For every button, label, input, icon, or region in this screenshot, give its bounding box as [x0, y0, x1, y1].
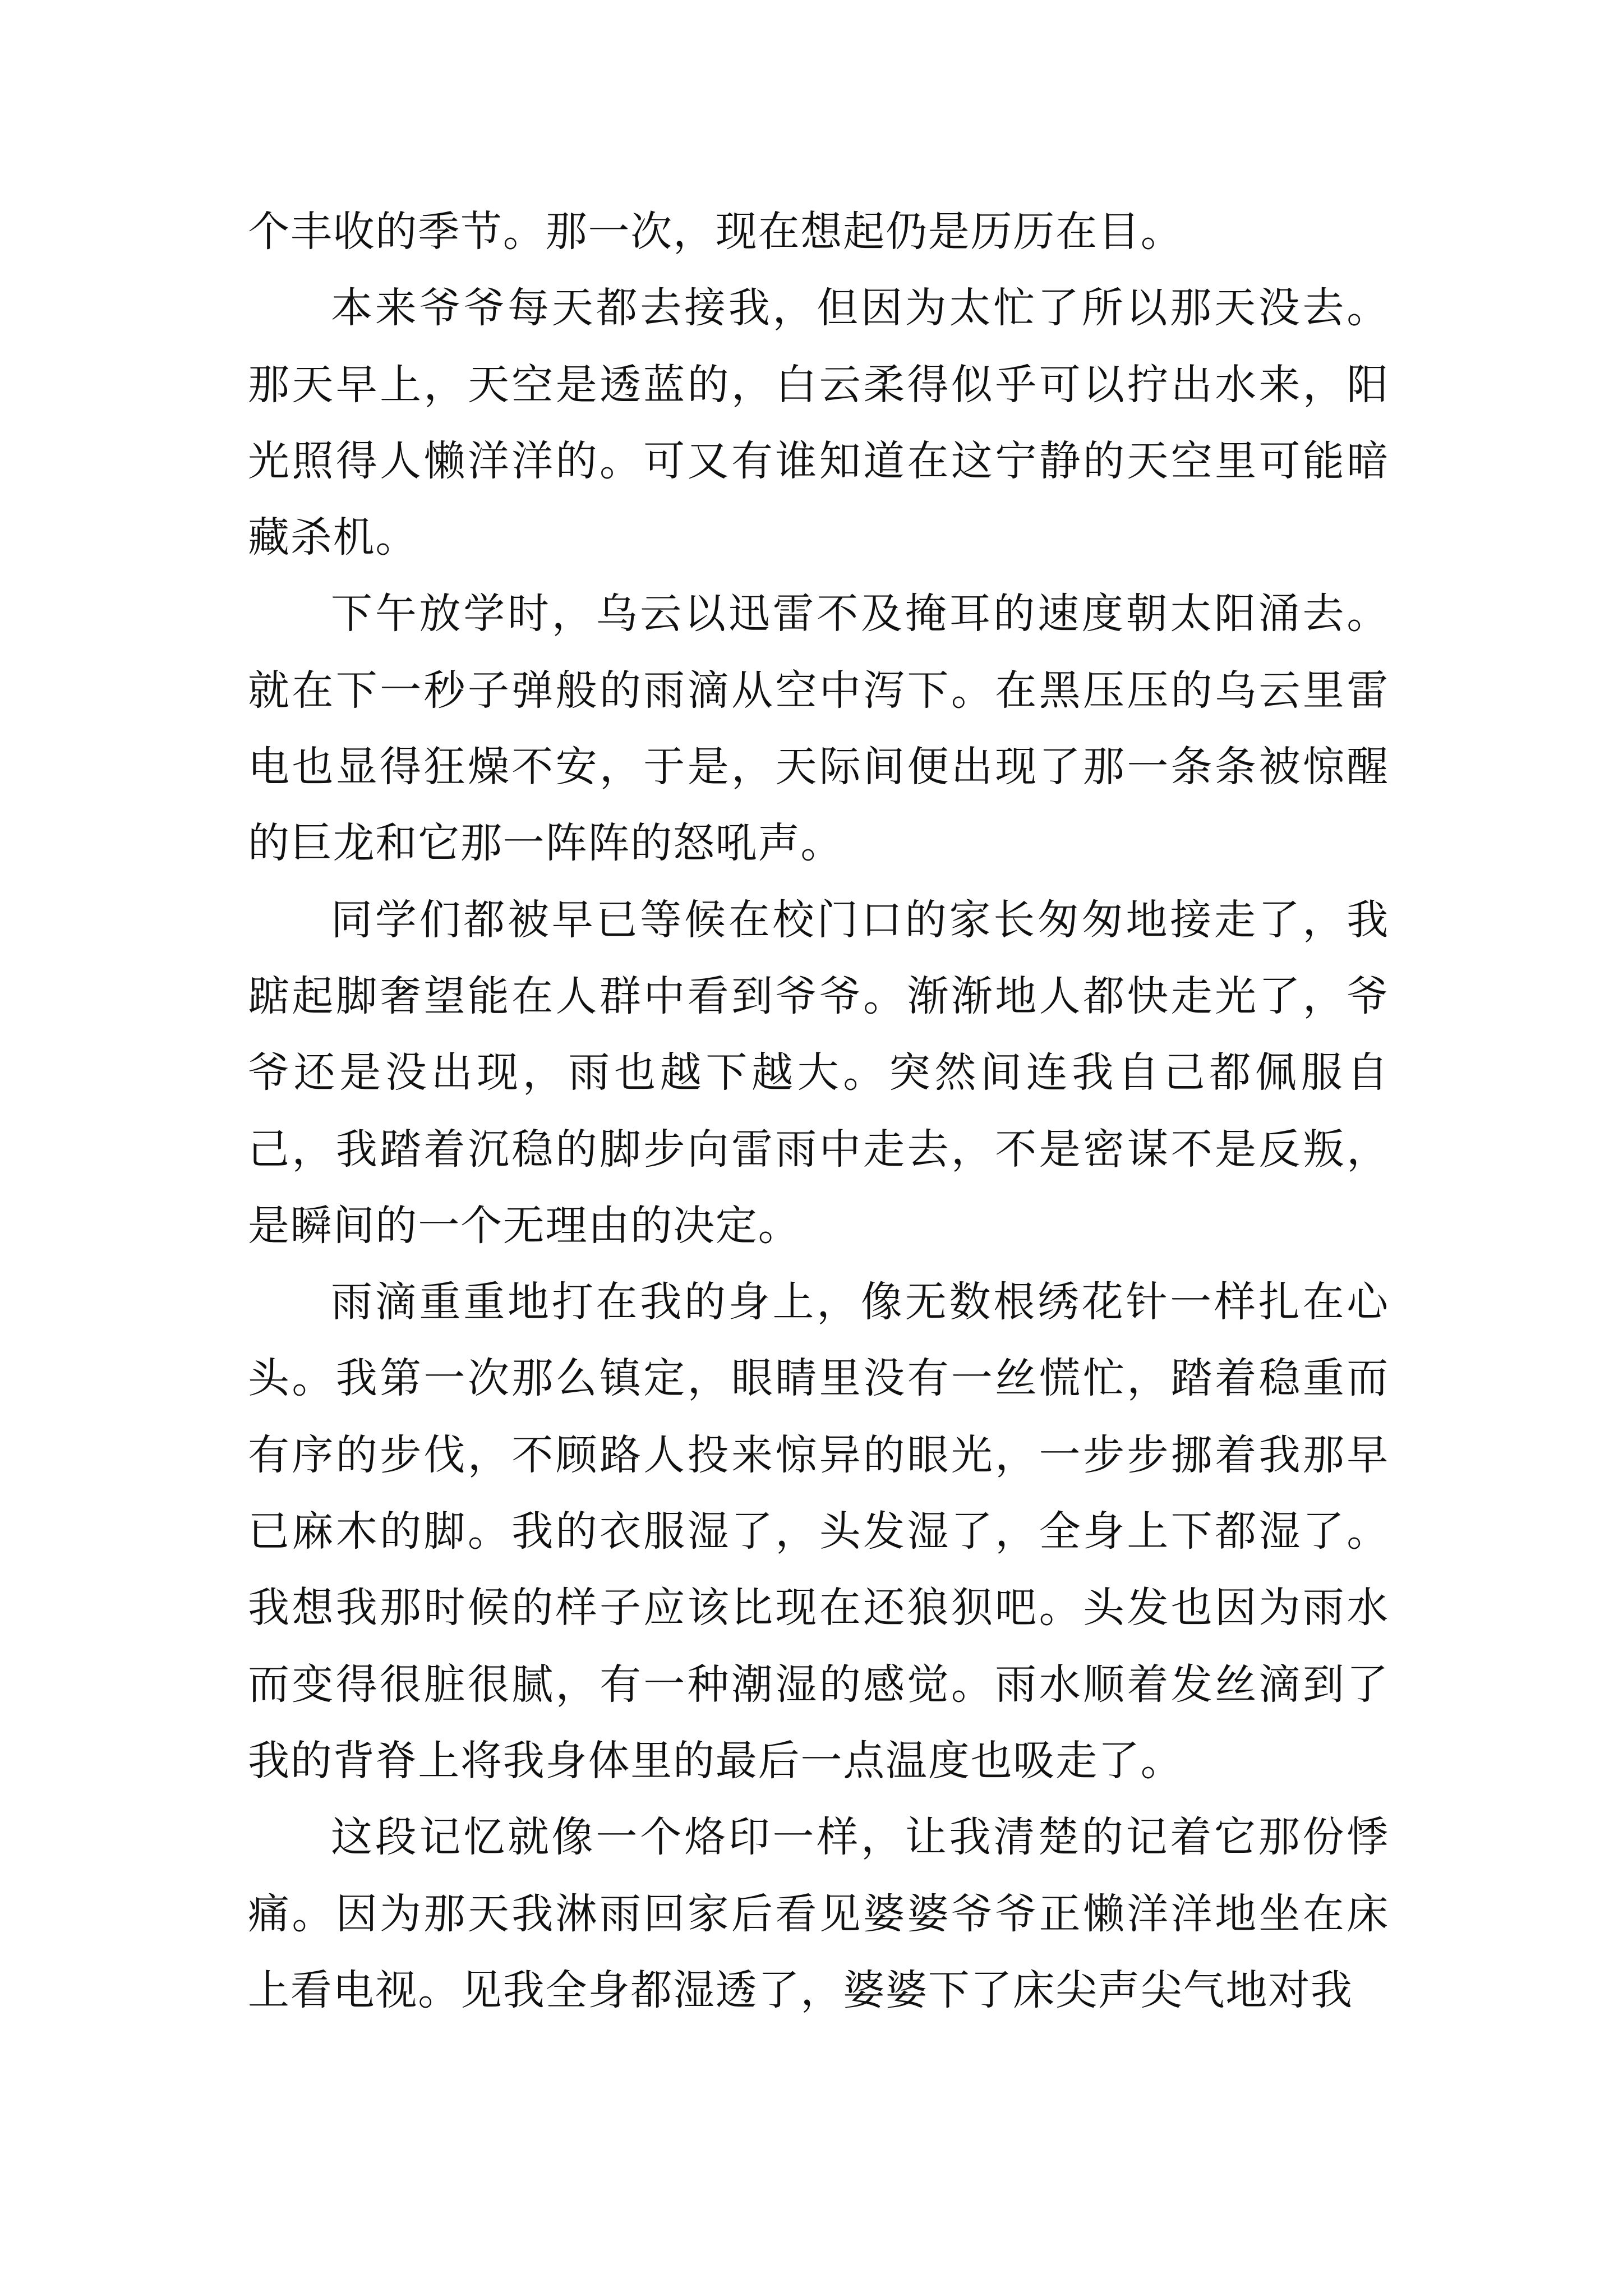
paragraph-1: 个丰收的季节。那一次，现在想起仍是历历在目。 [248, 208, 1183, 256]
body-text [248, 194, 1389, 2028]
paragraph-5: 雨滴重重地打在我的身上，像无数根绣花针一样扎在心头。我第一次那么镇定，眼睛里没有一丝慌忙，踏着稳重而有序的步伐，不顾路人投来惊异的眼光，一步步挪着我那早已麻木的脚。我的衣服湿了，头发湿了，全身上下都湿了。我想我那时候的样子应该比现在还狼狈吧。头发也因为雨水而变得很脏很腻，有一种潮湿的感觉。雨水顺着发丝滴到了我的背脊上将我身体里的最后一点温度也吸走了。 [248, 1278, 1389, 1785]
paragraph-6: 这段记忆就像一个烙印一样，让我清楚的记着它那份悸痛。因为那天我淋雨回家后看见婆婆爷爷正懒洋洋地坐在床上看电视。见我全身都湿透了，婆婆下了床尖声尖气地对我 [248, 1813, 1389, 2014]
paragraph-4: 同学们都被早已等候在校门口的家长匆匆地接走了，我踮起脚奢望能在人群中看到爷爷。渐渐地人都快走光了，爷爷还是没出现，雨也越下越大。突然间连我自己都佩服自己，我踏着沉稳的脚步向雷雨中走去，不是密谋不是反叛，是瞬间的一个无理由的决定。 [248, 895, 1389, 1250]
paragraph-2: 本来爷爷每天都去接我，但因为太忙了所以那天没去。那天早上，天空是透蓝的，白云柔得似乎可以拧出水来，阳光照得人懒洋洋的。可又有谁知道在这宁静的天空里可能暗藏杀机。 [248, 284, 1389, 562]
paragraph-3: 下午放学时，乌云以迅雷不及掩耳的速度朝太阳涌去。就在下一秒子弹般的雨滴从空中泻下。在黑压压的乌云里雷电也显得狂燥不安，于是，天际间便出现了那一条条被惊醒的巨龙和它那一阵阵的怒吼声。 [248, 590, 1389, 868]
